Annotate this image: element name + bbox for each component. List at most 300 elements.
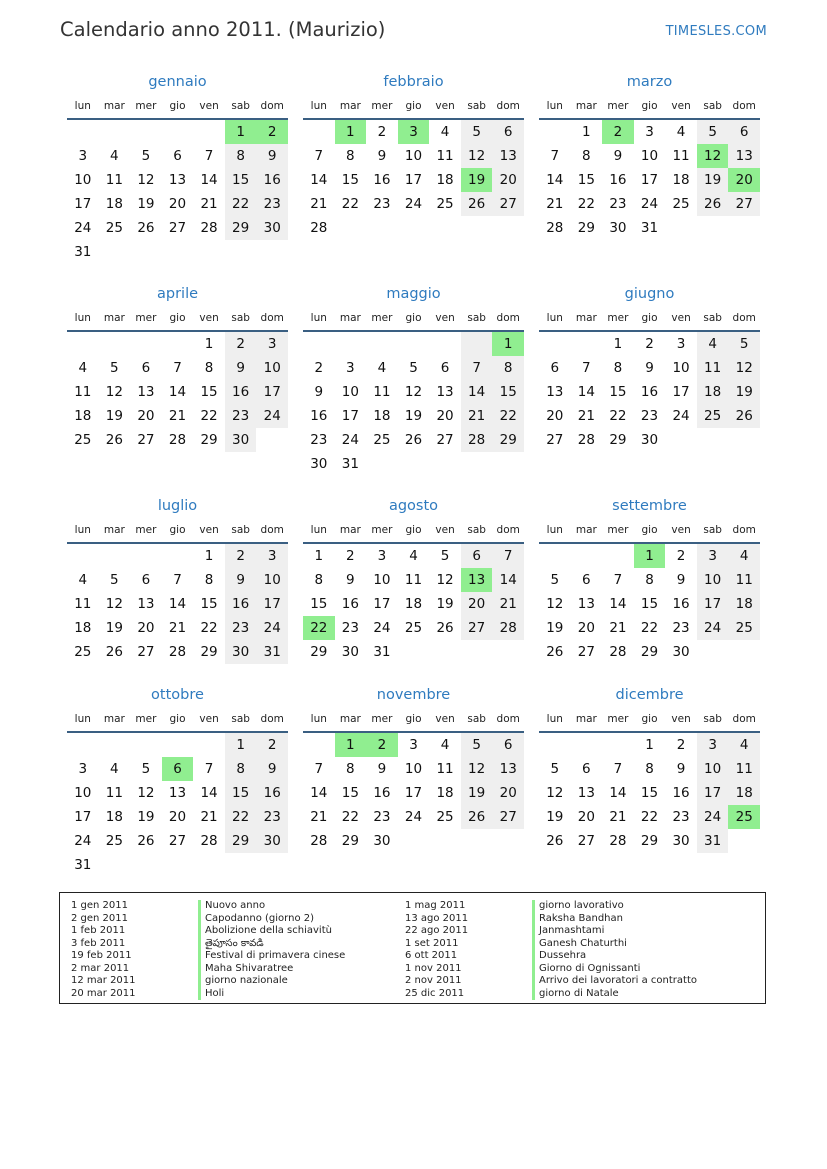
day-cell: 28: [168, 644, 187, 660]
empty-cell: [256, 428, 288, 452]
day-cell: 10: [672, 360, 690, 376]
day-cell: 29: [492, 428, 524, 452]
weekday-label: dom: [732, 524, 756, 536]
day-cell: 31: [74, 244, 92, 260]
day-cell: 6: [162, 757, 194, 781]
weekday-label: gio: [169, 713, 186, 725]
month-maggio: [303, 282, 524, 476]
weekday-label: lun: [546, 713, 563, 725]
empty-cell: [130, 853, 162, 877]
day-cell: 6: [492, 120, 524, 144]
month-name: aprile: [156, 286, 199, 302]
day-cell: 25: [105, 220, 123, 236]
legend-date: 1 feb 2011: [71, 925, 126, 936]
day-cell: 19: [105, 408, 123, 424]
legend-left-dates: [71, 900, 191, 1000]
day-cell: 17: [256, 380, 288, 404]
day-cell: 25: [436, 809, 454, 825]
day-cell: 3: [256, 544, 288, 568]
day-cell: 27: [137, 644, 155, 660]
day-cell: 4: [440, 737, 450, 753]
day-cell: 17: [672, 384, 690, 400]
empty-cell: [130, 544, 162, 568]
day-cell: 12: [137, 172, 155, 188]
day-cell: 9: [225, 568, 257, 592]
weekday-label: mer: [607, 100, 629, 112]
day-cell: 26: [728, 404, 760, 428]
day-cell: 22: [640, 809, 659, 825]
day-cell: 25: [728, 805, 760, 829]
day-cell: 6: [728, 120, 760, 144]
day-cell: 17: [404, 785, 423, 801]
empty-cell: [366, 332, 398, 356]
empty-cell: [429, 452, 461, 476]
day-cell: 23: [672, 809, 690, 825]
day-cell: 12: [461, 144, 493, 168]
day-cell: 31: [640, 220, 659, 236]
day-cell: 23: [373, 809, 391, 825]
empty-cell: [67, 120, 99, 144]
page-title: Calendario anno 2011. (Maurizio): [60, 18, 386, 41]
day-cell: 19: [697, 168, 729, 192]
day-cell: 4: [697, 332, 729, 356]
empty-cell: [335, 216, 367, 240]
day-cell: 12: [105, 384, 123, 400]
day-cell: 24: [404, 196, 423, 212]
weekday-label: dom: [732, 312, 756, 324]
day-cell: 23: [672, 620, 690, 636]
day-cell: 27: [461, 616, 493, 640]
day-cell: 16: [256, 781, 288, 805]
weekday-label: mar: [103, 524, 125, 536]
day-cell: 12: [697, 144, 729, 168]
day-cell: 9: [645, 360, 654, 376]
day-grid: [303, 733, 524, 853]
empty-cell: [99, 240, 131, 264]
empty-cell: [130, 240, 162, 264]
month-luglio: [67, 494, 288, 664]
day-cell: 20: [577, 620, 595, 636]
day-cell: 11: [105, 172, 123, 188]
weekday-label: sab: [703, 100, 722, 112]
day-cell: 14: [461, 380, 493, 404]
day-cell: 20: [492, 168, 524, 192]
day-cell: 5: [550, 572, 560, 588]
day-cell: 25: [373, 432, 391, 448]
day-cell: 16: [609, 172, 627, 188]
day-cell: 7: [613, 572, 623, 588]
weekday-label: mar: [103, 100, 125, 112]
weekday-header: [67, 518, 288, 542]
day-cell: 24: [74, 220, 92, 236]
day-cell: 27: [577, 833, 595, 849]
legend-holiday-name: Arrivo dei lavoratori a contratto: [532, 975, 762, 988]
day-cell: 22: [200, 620, 218, 636]
empty-cell: [728, 216, 760, 240]
day-cell: 18: [74, 620, 92, 636]
empty-cell: [429, 829, 461, 853]
legend-holiday-name: giorno di Natale: [532, 988, 762, 1001]
weekday-label: dom: [260, 713, 284, 725]
day-cell: 28: [461, 428, 493, 452]
day-cell: 8: [204, 360, 214, 376]
day-cell: 21: [200, 809, 218, 825]
weekday-label: sab: [467, 524, 486, 536]
weekday-label: mar: [575, 100, 597, 112]
day-cell: 3: [697, 544, 729, 568]
empty-cell: [571, 332, 603, 356]
empty-cell: [130, 120, 162, 144]
day-cell: 29: [577, 220, 595, 236]
weekday-label: dom: [732, 100, 756, 112]
day-cell: 9: [225, 356, 257, 380]
weekday-label: lun: [74, 312, 91, 324]
day-cell: 20: [137, 620, 155, 636]
day-cell: 31: [341, 456, 359, 472]
day-cell: 13: [577, 596, 595, 612]
month-name: gennaio: [148, 74, 207, 90]
day-cell: 17: [697, 781, 729, 805]
weekday-label: mer: [135, 713, 157, 725]
weekday-label: mer: [135, 312, 157, 324]
month-name: marzo: [626, 74, 673, 90]
day-cell: 29: [640, 833, 659, 849]
day-cell: 26: [436, 620, 454, 636]
empty-cell: [67, 544, 99, 568]
day-cell: 4: [78, 360, 88, 376]
day-cell: 15: [200, 596, 218, 612]
empty-cell: [162, 853, 194, 877]
empty-cell: [539, 544, 571, 568]
legend-date: 13 ago 2011: [405, 912, 469, 924]
weekday-label: mer: [607, 312, 629, 324]
weekday-label: sab: [231, 524, 250, 536]
day-cell: 15: [577, 172, 595, 188]
empty-cell: [571, 733, 603, 757]
day-cell: 19: [436, 596, 454, 612]
day-cell: 5: [110, 360, 119, 376]
day-cell: 27: [728, 192, 760, 216]
day-cell: 8: [492, 356, 524, 380]
day-cell: 18: [697, 380, 729, 404]
day-grid: [67, 120, 288, 264]
day-cell: 10: [256, 356, 288, 380]
legend-date: 2 mar 2011: [71, 962, 130, 974]
day-cell: 13: [137, 384, 155, 400]
empty-cell: [303, 120, 335, 144]
day-cell: 3: [346, 360, 355, 376]
empty-cell: [99, 120, 131, 144]
day-cell: 7: [204, 148, 214, 164]
day-cell: 5: [110, 572, 119, 588]
day-cell: 19: [137, 196, 155, 212]
legend-date: 22 ago 2011: [405, 925, 469, 936]
empty-cell: [602, 733, 634, 757]
weekday-label: lun: [546, 524, 563, 536]
day-cell: 6: [141, 572, 151, 588]
empty-cell: [728, 640, 760, 664]
day-cell: 4: [676, 124, 686, 140]
empty-cell: [335, 332, 367, 356]
day-cell: 20: [546, 408, 564, 424]
day-cell: 6: [141, 360, 151, 376]
weekday-label: mer: [371, 713, 393, 725]
empty-cell: [193, 240, 225, 264]
day-grid: [539, 544, 760, 664]
day-cell: 3: [676, 336, 686, 352]
day-cell: 10: [640, 148, 659, 164]
day-cell: 28: [609, 833, 627, 849]
weekday-label: gio: [641, 312, 658, 324]
weekday-label: dom: [496, 713, 520, 725]
day-cell: 16: [373, 785, 391, 801]
day-cell: 26: [697, 192, 729, 216]
day-cell: 20: [137, 408, 155, 424]
weekday-label: mar: [103, 312, 125, 324]
day-cell: 13: [168, 785, 187, 801]
day-cell: 24: [341, 432, 359, 448]
day-cell: 20: [728, 168, 760, 192]
day-cell: 13: [436, 384, 454, 400]
day-cell: 7: [461, 356, 493, 380]
empty-cell: [429, 332, 461, 356]
day-cell: 30: [225, 428, 257, 452]
day-cell: 5: [409, 360, 418, 376]
day-cell: 17: [74, 809, 92, 825]
weekday-label: gio: [405, 713, 422, 725]
day-cell: 21: [200, 196, 218, 212]
weekday-label: ven: [199, 713, 219, 725]
day-cell: 12: [137, 785, 155, 801]
day-cell: 7: [492, 544, 524, 568]
weekday-header: [539, 94, 760, 118]
month-novembre: [303, 683, 524, 853]
day-cell: 23: [373, 196, 391, 212]
day-cell: 11: [728, 568, 760, 592]
weekday-label: sab: [467, 713, 486, 725]
weekday-label: ven: [671, 100, 691, 112]
weekday-label: gio: [641, 713, 658, 725]
weekday-label: mer: [371, 100, 393, 112]
month-marzo: [539, 70, 760, 240]
day-cell: 6: [173, 148, 182, 164]
day-grid: [539, 120, 760, 240]
day-cell: 18: [373, 408, 391, 424]
day-cell: 24: [256, 616, 288, 640]
day-cell: 28: [609, 644, 627, 660]
day-cell: 5: [440, 548, 450, 564]
weekday-label: sab: [231, 100, 250, 112]
empty-cell: [697, 216, 729, 240]
weekday-label: mar: [575, 524, 597, 536]
day-cell: 11: [74, 384, 92, 400]
legend-date: 1 nov 2011: [405, 962, 462, 974]
weekday-header: [303, 306, 524, 330]
legend-holiday-name: Maha Shivaratree: [198, 963, 398, 976]
day-cell: 18: [436, 785, 454, 801]
empty-cell: [461, 829, 493, 853]
day-cell: 20: [436, 408, 454, 424]
month-agosto: [303, 494, 524, 664]
day-cell: 31: [697, 829, 729, 853]
day-cell: 31: [74, 857, 92, 873]
day-cell: 14: [168, 384, 187, 400]
day-cell: 14: [609, 596, 627, 612]
empty-cell: [130, 733, 162, 757]
weekday-header: [539, 707, 760, 731]
day-cell: 21: [609, 809, 627, 825]
day-cell: 14: [310, 172, 328, 188]
empty-cell: [429, 640, 461, 664]
month-name: febbraio: [383, 74, 444, 90]
day-cell: 19: [404, 408, 423, 424]
empty-cell: [461, 332, 493, 356]
day-cell: 10: [404, 761, 423, 777]
legend-date: 19 feb 2011: [71, 950, 132, 961]
day-cell: 22: [341, 809, 359, 825]
day-cell: 13: [137, 596, 155, 612]
empty-cell: [193, 853, 225, 877]
day-cell: 30: [640, 432, 659, 448]
empty-cell: [539, 332, 571, 356]
day-cell: 27: [137, 432, 155, 448]
day-cell: 24: [74, 833, 92, 849]
day-cell: 11: [404, 572, 423, 588]
day-cell: 22: [225, 805, 257, 829]
legend-date: 12 mar 2011: [71, 975, 136, 986]
empty-cell: [697, 428, 729, 452]
day-cell: 18: [672, 172, 690, 188]
legend-holiday-name: Nuovo anno: [198, 900, 398, 913]
day-cell: 15: [200, 384, 218, 400]
weekday-label: sab: [703, 312, 722, 324]
empty-cell: [492, 829, 524, 853]
day-cell: 2: [256, 120, 288, 144]
day-cell: 18: [105, 196, 123, 212]
day-cell: 1: [335, 120, 367, 144]
empty-cell: [539, 120, 571, 144]
day-cell: 30: [310, 456, 328, 472]
day-cell: 29: [200, 432, 218, 448]
day-cell: 6: [440, 360, 450, 376]
empty-cell: [697, 640, 729, 664]
day-cell: 3: [645, 124, 654, 140]
weekday-label: mer: [607, 713, 629, 725]
weekday-label: ven: [671, 524, 691, 536]
day-cell: 18: [728, 781, 760, 805]
day-cell: 22: [341, 196, 359, 212]
day-cell: 26: [404, 432, 423, 448]
day-cell: 22: [303, 616, 335, 640]
day-cell: 25: [697, 404, 729, 428]
day-cell: 30: [256, 829, 288, 853]
weekday-label: ven: [435, 312, 455, 324]
day-cell: 28: [168, 432, 187, 448]
brand-link[interactable]: TIMESLES.COM: [665, 24, 767, 39]
legend-date: 2 gen 2011: [71, 912, 129, 924]
month-giugno: [539, 282, 760, 452]
day-cell: 9: [676, 761, 686, 777]
day-cell: 5: [461, 120, 493, 144]
day-cell: 19: [105, 620, 123, 636]
day-cell: 1: [582, 124, 591, 140]
day-cell: 2: [314, 360, 324, 376]
day-cell: 5: [141, 148, 151, 164]
day-cell: 14: [492, 568, 524, 592]
weekday-label: mar: [339, 713, 361, 725]
day-cell: 24: [697, 616, 729, 640]
day-cell: 26: [546, 644, 564, 660]
day-cell: 7: [173, 572, 182, 588]
empty-cell: [193, 120, 225, 144]
day-cell: 17: [404, 172, 423, 188]
day-cell: 5: [550, 761, 560, 777]
day-grid: [303, 120, 524, 240]
day-cell: 8: [582, 148, 591, 164]
weekday-label: ven: [435, 100, 455, 112]
empty-cell: [492, 216, 524, 240]
day-cell: 8: [225, 757, 257, 781]
day-grid: [67, 332, 288, 452]
legend-holiday-name: Holi: [198, 988, 398, 1001]
day-cell: 28: [200, 220, 218, 236]
day-cell: 4: [440, 124, 450, 140]
day-cell: 14: [200, 172, 218, 188]
day-cell: 28: [492, 616, 524, 640]
weekday-label: mer: [371, 312, 393, 324]
day-cell: 15: [225, 168, 257, 192]
weekday-label: dom: [496, 524, 520, 536]
weekday-label: mar: [575, 713, 597, 725]
weekday-label: gio: [641, 100, 658, 112]
day-cell: 4: [728, 733, 760, 757]
day-cell: 28: [577, 432, 595, 448]
weekday-header: [539, 306, 760, 330]
day-cell: 2: [366, 733, 398, 757]
day-cell: 26: [461, 192, 493, 216]
legend-right-names: [532, 900, 762, 1000]
day-cell: 11: [436, 761, 454, 777]
weekday-label: lun: [310, 312, 327, 324]
empty-cell: [256, 240, 288, 264]
day-cell: 9: [256, 757, 288, 781]
day-cell: 1: [204, 336, 214, 352]
day-cell: 8: [204, 572, 214, 588]
empty-cell: [99, 544, 131, 568]
day-cell: 25: [672, 196, 690, 212]
weekday-label: ven: [671, 312, 691, 324]
day-cell: 15: [640, 785, 659, 801]
month-name: settembre: [612, 498, 687, 514]
day-cell: 15: [341, 172, 359, 188]
day-cell: 27: [168, 220, 187, 236]
day-cell: 5: [461, 733, 493, 757]
weekday-label: lun: [74, 713, 91, 725]
day-cell: 29: [310, 644, 328, 660]
weekday-label: dom: [732, 713, 756, 725]
day-cell: 30: [609, 220, 627, 236]
day-cell: 9: [314, 384, 324, 400]
weekday-label: ven: [435, 524, 455, 536]
legend-date: 25 dic 2011: [405, 987, 465, 999]
weekday-header: [303, 518, 524, 542]
empty-cell: [398, 452, 430, 476]
empty-cell: [728, 428, 760, 452]
legend-holiday-name: Festival di primavera cinese: [198, 950, 398, 963]
day-cell: 14: [577, 384, 595, 400]
day-cell: 22: [577, 196, 595, 212]
day-cell: 25: [74, 644, 92, 660]
